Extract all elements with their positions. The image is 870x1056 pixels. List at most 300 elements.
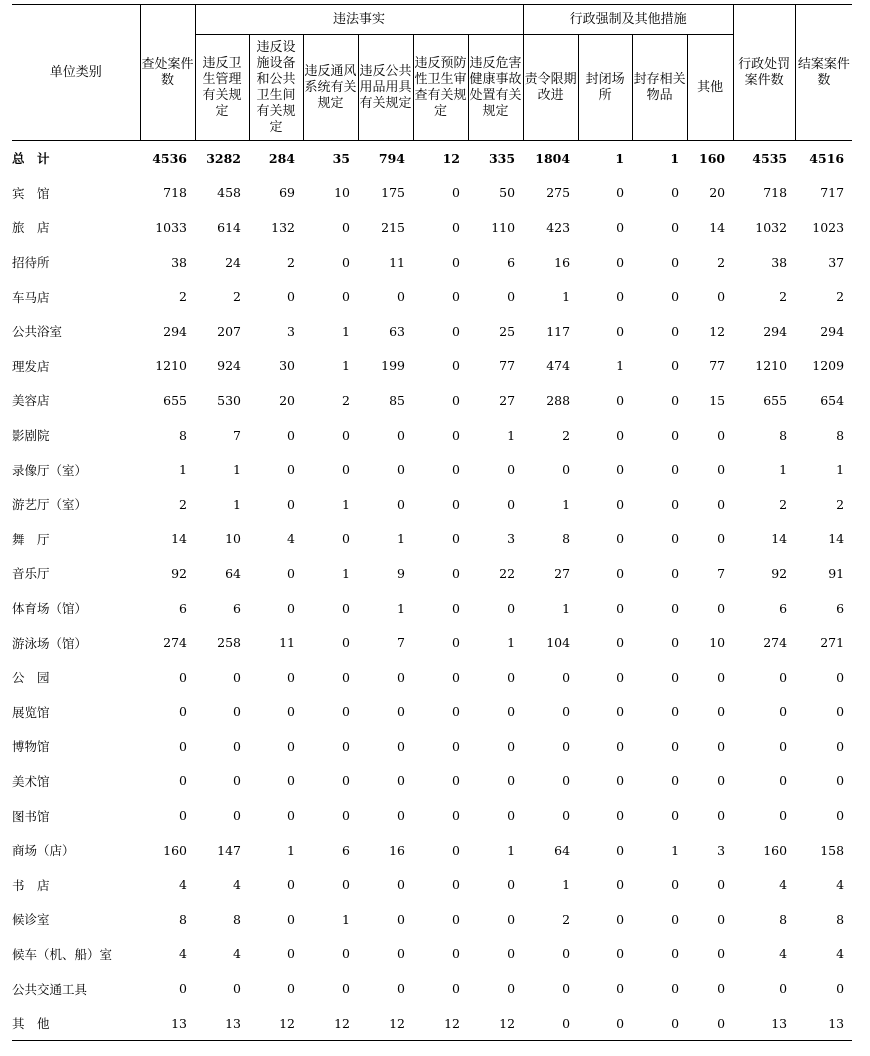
table-cell: 160 xyxy=(699,150,726,166)
table-cell: 91 xyxy=(828,565,845,581)
table-cell: 24 xyxy=(225,254,241,270)
table-cell: 77 xyxy=(709,358,726,374)
row-category: 候车（机、船）室 xyxy=(12,946,113,962)
table-cell: 1 xyxy=(507,427,516,443)
table-cell: 0 xyxy=(671,600,680,616)
table-cell: 0 xyxy=(616,738,625,754)
table-cell: 4 xyxy=(836,877,845,893)
table-cell: 0 xyxy=(397,289,405,305)
table-cell: 0 xyxy=(671,531,680,547)
table-cell: 0 xyxy=(671,911,680,927)
table-cell: 0 xyxy=(397,738,405,754)
row-category: 其 他 xyxy=(12,1006,140,1041)
table-cell: 3 xyxy=(287,323,295,339)
table-cell: 0 xyxy=(179,669,187,685)
table-cell: 27 xyxy=(499,392,516,408)
table-cell: 25 xyxy=(499,323,516,339)
table-cell: 175 xyxy=(381,185,405,201)
table-cell: 0 xyxy=(397,946,405,962)
table-cell: 0 xyxy=(397,981,405,997)
table-cell: 0 xyxy=(179,773,187,789)
table-cell: 0 xyxy=(562,462,571,478)
table-row xyxy=(12,522,852,557)
row-category: 音乐厅 xyxy=(12,566,50,582)
table-cell: 0 xyxy=(452,254,460,270)
table-cell: 0 xyxy=(671,185,680,201)
table-cell: 0 xyxy=(671,289,680,305)
table-cell: 1 xyxy=(342,565,350,581)
table-cell: 0 xyxy=(616,496,625,512)
table-cell: 0 xyxy=(717,773,726,789)
header-m1: 责令限期改进 xyxy=(523,35,578,141)
table-cell: 0 xyxy=(452,392,460,408)
table-cell: 35 xyxy=(332,150,350,166)
table-cell: 2 xyxy=(836,496,845,512)
table-cell: 0 xyxy=(452,358,460,374)
table-cell: 0 xyxy=(717,738,726,754)
row-category: 录像厅（室） xyxy=(12,462,88,478)
table-cell: 0 xyxy=(616,704,625,720)
row-category: 候诊室 xyxy=(12,912,50,928)
table-cell: 0 xyxy=(671,773,680,789)
table-cell: 0 xyxy=(452,462,460,478)
statistics-table xyxy=(12,4,852,1041)
table-cell: 0 xyxy=(507,704,516,720)
table-cell: 0 xyxy=(397,669,405,685)
table-row-total xyxy=(12,141,852,176)
table-cell: 0 xyxy=(233,738,241,754)
table-cell: 3 xyxy=(717,842,726,858)
table-cell: 0 xyxy=(562,704,571,720)
table-cell: 14 xyxy=(771,531,788,547)
row-category: 商场（店） xyxy=(12,843,75,859)
table-cell: 104 xyxy=(546,635,571,651)
table-cell: 10 xyxy=(334,185,350,201)
table-cell: 0 xyxy=(717,946,726,962)
table-cell: 16 xyxy=(389,842,405,858)
table-cell: 2 xyxy=(342,392,350,408)
table-cell: 63 xyxy=(389,323,405,339)
table-cell: 0 xyxy=(616,600,625,616)
table-cell: 6 xyxy=(342,842,350,858)
table-cell: 0 xyxy=(671,808,680,824)
table-cell: 1 xyxy=(615,150,625,166)
row-category: 招待所 xyxy=(12,255,50,271)
table-cell: 4 xyxy=(779,946,788,962)
table-cell: 0 xyxy=(287,289,295,305)
table-cell: 1210 xyxy=(155,358,187,374)
table-cell: 0 xyxy=(287,877,295,893)
table-cell: 284 xyxy=(268,150,295,166)
table-cell: 0 xyxy=(507,289,516,305)
header-v4: 违反公共用品用具有关规定 xyxy=(358,35,413,141)
table-row xyxy=(12,729,852,764)
table-cell: 0 xyxy=(616,773,625,789)
table-cell: 158 xyxy=(820,842,845,858)
table-cell: 0 xyxy=(616,669,625,685)
table-cell: 4516 xyxy=(809,150,845,166)
table-cell: 9 xyxy=(397,565,405,581)
table-cell: 0 xyxy=(836,738,845,754)
table-cell: 271 xyxy=(820,635,845,651)
table-cell: 4 xyxy=(233,877,241,893)
table-cell: 0 xyxy=(562,808,571,824)
table-row xyxy=(12,210,852,245)
table-cell: 655 xyxy=(163,392,187,408)
table-cell: 1 xyxy=(779,462,788,478)
table-cell: 717 xyxy=(820,185,845,201)
table-cell: 110 xyxy=(491,219,516,235)
table-row xyxy=(12,245,852,280)
table-cell: 258 xyxy=(217,635,241,651)
table-cell: 14 xyxy=(828,531,845,547)
table-cell: 10 xyxy=(709,635,726,651)
table-cell: 0 xyxy=(779,981,788,997)
table-row xyxy=(12,556,852,591)
table-cell: 274 xyxy=(163,635,187,651)
table-cell: 0 xyxy=(717,981,726,997)
table-cell: 0 xyxy=(507,877,516,893)
table-cell: 0 xyxy=(616,981,625,997)
table-cell: 2 xyxy=(233,289,241,305)
table-cell: 0 xyxy=(507,981,516,997)
table-cell: 8 xyxy=(836,911,845,927)
table-row xyxy=(12,452,852,487)
table-cell: 0 xyxy=(342,531,350,547)
table-cell: 12 xyxy=(303,1006,358,1041)
header-v5: 违反预防性卫生审查有关规定 xyxy=(413,35,468,141)
row-category: 游艺厅（室） xyxy=(12,497,88,513)
table-cell: 1 xyxy=(562,289,571,305)
table-cell: 1 xyxy=(342,496,350,512)
table-cell: 0 xyxy=(616,946,625,962)
table-cell: 85 xyxy=(389,392,405,408)
table-cell: 1023 xyxy=(812,219,845,235)
table-cell: 0 xyxy=(836,704,845,720)
header-admin-measures: 行政强制及其他措施 xyxy=(523,5,733,35)
table-cell: 0 xyxy=(616,565,625,581)
table-row xyxy=(12,1006,852,1041)
table-cell: 0 xyxy=(452,773,460,789)
statistics-table-container xyxy=(12,4,852,1041)
table-cell: 0 xyxy=(452,808,460,824)
table-cell: 0 xyxy=(671,877,680,893)
table-cell: 1 xyxy=(670,150,680,166)
table-cell: 0 xyxy=(717,808,726,824)
header-category: 单位类别 xyxy=(12,5,140,141)
table-cell: 0 xyxy=(671,565,680,581)
table-cell: 4 xyxy=(287,531,295,547)
table-cell: 0 xyxy=(342,635,350,651)
table-cell: 38 xyxy=(171,254,187,270)
table-cell: 0 xyxy=(779,704,788,720)
table-cell: 7 xyxy=(717,565,726,581)
table-cell: 0 xyxy=(616,877,625,893)
row-category: 公共交通工具 xyxy=(12,981,88,997)
table-cell: 6 xyxy=(179,600,187,616)
table-cell: 0 xyxy=(616,392,625,408)
table-cell: 8 xyxy=(179,427,187,443)
table-cell: 0 xyxy=(179,738,187,754)
row-category: 体育场（馆） xyxy=(12,601,88,617)
table-cell: 4536 xyxy=(152,150,187,166)
table-cell: 0 xyxy=(342,669,350,685)
table-cell: 0 xyxy=(671,358,680,374)
row-category: 美容店 xyxy=(12,393,50,409)
table-cell: 458 xyxy=(217,185,241,201)
table-row xyxy=(12,279,852,314)
table-cell: 8 xyxy=(233,911,241,927)
table-cell: 0 xyxy=(342,808,350,824)
table-cell: 6 xyxy=(779,600,788,616)
table-cell: 1 xyxy=(562,496,571,512)
table-cell: 0 xyxy=(342,219,350,235)
table-cell: 14 xyxy=(171,531,187,547)
table-row xyxy=(12,971,852,1006)
table-cell: 0 xyxy=(671,427,680,443)
table-cell: 50 xyxy=(499,185,516,201)
table-cell: 0 xyxy=(452,185,460,201)
table-cell: 8 xyxy=(779,911,788,927)
table-cell: 64 xyxy=(554,842,571,858)
table-cell: 2 xyxy=(287,254,295,270)
table-cell: 0 xyxy=(562,738,571,754)
table-cell: 13 xyxy=(733,1006,795,1041)
table-cell: 4535 xyxy=(752,150,788,166)
table-cell: 12 xyxy=(413,1006,468,1041)
table-cell: 0 xyxy=(452,496,460,512)
table-cell: 423 xyxy=(546,219,571,235)
table-cell: 64 xyxy=(225,565,241,581)
table-cell: 4 xyxy=(233,946,241,962)
table-cell: 12 xyxy=(709,323,726,339)
table-cell: 0 xyxy=(717,427,726,443)
table-cell: 0 xyxy=(632,1006,687,1041)
table-cell: 654 xyxy=(820,392,845,408)
row-category: 总 计 xyxy=(12,151,50,167)
table-body xyxy=(12,141,852,1041)
table-cell: 12 xyxy=(358,1006,413,1041)
row-category: 车马店 xyxy=(12,289,50,305)
table-cell: 1 xyxy=(562,877,571,893)
table-row xyxy=(12,176,852,211)
table-cell: 0 xyxy=(616,254,625,270)
row-category: 游泳场（馆） xyxy=(12,635,88,651)
table-cell: 215 xyxy=(381,219,405,235)
table-cell: 0 xyxy=(233,981,241,997)
table-cell: 0 xyxy=(287,704,295,720)
table-cell: 0 xyxy=(287,427,295,443)
table-cell: 1210 xyxy=(755,358,788,374)
table-cell: 0 xyxy=(671,635,680,651)
table-cell: 0 xyxy=(671,669,680,685)
table-cell: 3282 xyxy=(206,150,241,166)
table-row xyxy=(12,867,852,902)
table-cell: 13 xyxy=(195,1006,249,1041)
table-cell: 0 xyxy=(233,669,241,685)
table-cell: 4 xyxy=(179,877,187,893)
table-cell: 0 xyxy=(342,704,350,720)
row-category: 美术馆 xyxy=(12,773,50,789)
table-cell: 0 xyxy=(671,704,680,720)
table-cell: 0 xyxy=(717,600,726,616)
table-cell: 2 xyxy=(836,289,845,305)
row-category: 影剧院 xyxy=(12,428,50,444)
table-cell: 294 xyxy=(163,323,187,339)
table-cell: 160 xyxy=(763,842,788,858)
table-header xyxy=(12,5,852,141)
table-cell: 718 xyxy=(763,185,788,201)
table-cell: 0 xyxy=(397,808,405,824)
table-cell: 7 xyxy=(397,635,405,651)
table-cell: 0 xyxy=(287,981,295,997)
table-cell: 12 xyxy=(442,150,460,166)
table-row xyxy=(12,591,852,626)
table-cell: 15 xyxy=(709,392,726,408)
table-cell: 0 xyxy=(452,635,460,651)
row-category: 公 园 xyxy=(12,670,50,686)
header-penalty-cases: 行政处罚案件数 xyxy=(733,5,795,141)
table-cell: 0 xyxy=(287,669,295,685)
row-category: 旅 店 xyxy=(12,220,50,236)
table-cell: 0 xyxy=(507,462,516,478)
table-cell: 0 xyxy=(452,219,460,235)
table-cell: 0 xyxy=(836,773,845,789)
table-cell: 0 xyxy=(687,1006,733,1041)
table-cell: 0 xyxy=(671,462,680,478)
table-cell: 0 xyxy=(397,773,405,789)
table-cell: 0 xyxy=(836,669,845,685)
table-cell: 0 xyxy=(616,219,625,235)
table-cell: 0 xyxy=(507,946,516,962)
table-cell: 0 xyxy=(717,531,726,547)
table-cell: 0 xyxy=(671,981,680,997)
table-cell: 0 xyxy=(233,808,241,824)
table-row xyxy=(12,937,852,972)
table-cell: 0 xyxy=(717,496,726,512)
table-cell: 0 xyxy=(452,565,460,581)
table-cell: 0 xyxy=(507,600,516,616)
table-cell: 13 xyxy=(795,1006,852,1041)
table-cell: 274 xyxy=(763,635,788,651)
table-cell: 0 xyxy=(836,981,845,997)
table-cell: 0 xyxy=(342,427,350,443)
table-row xyxy=(12,660,852,695)
table-cell: 20 xyxy=(279,392,295,408)
table-cell: 294 xyxy=(763,323,788,339)
table-cell: 30 xyxy=(279,358,295,374)
table-cell: 6 xyxy=(507,254,516,270)
table-cell: 0 xyxy=(717,462,726,478)
table-cell: 1 xyxy=(836,462,845,478)
table-cell: 0 xyxy=(616,289,625,305)
table-cell: 655 xyxy=(763,392,788,408)
table-cell: 0 xyxy=(523,1006,578,1041)
table-cell: 1 xyxy=(342,911,350,927)
table-cell: 0 xyxy=(779,738,788,754)
table-cell: 69 xyxy=(279,185,295,201)
table-cell: 14 xyxy=(709,219,726,235)
table-cell: 0 xyxy=(452,531,460,547)
table-cell: 794 xyxy=(378,150,405,166)
row-category: 宾 馆 xyxy=(12,185,50,201)
row-category: 理发店 xyxy=(12,358,50,374)
table-cell: 0 xyxy=(179,981,187,997)
table-cell: 0 xyxy=(836,808,845,824)
table-cell: 0 xyxy=(179,704,187,720)
table-cell: 0 xyxy=(507,669,516,685)
table-cell: 2 xyxy=(179,289,187,305)
table-cell: 0 xyxy=(507,808,516,824)
table-cell: 0 xyxy=(616,323,625,339)
table-cell: 0 xyxy=(671,219,680,235)
table-cell: 0 xyxy=(287,946,295,962)
table-cell: 1209 xyxy=(812,358,845,374)
table-cell: 335 xyxy=(488,150,516,166)
header-v3: 违反通风系统有关规定 xyxy=(303,35,358,141)
table-cell: 0 xyxy=(616,185,625,201)
table-cell: 0 xyxy=(452,289,460,305)
table-cell: 0 xyxy=(452,842,460,858)
table-cell: 1 xyxy=(616,358,625,374)
table-cell: 207 xyxy=(217,323,241,339)
table-cell: 0 xyxy=(507,738,516,754)
table-row xyxy=(12,798,852,833)
table-cell: 1 xyxy=(342,323,350,339)
table-cell: 0 xyxy=(779,669,788,685)
table-cell: 0 xyxy=(179,808,187,824)
table-cell: 2 xyxy=(717,254,726,270)
table-cell: 1 xyxy=(179,462,187,478)
table-cell: 0 xyxy=(717,669,726,685)
table-cell: 0 xyxy=(452,704,460,720)
table-cell: 275 xyxy=(546,185,571,201)
table-cell: 0 xyxy=(671,323,680,339)
table-cell: 117 xyxy=(546,323,571,339)
table-cell: 0 xyxy=(562,773,571,789)
table-cell: 0 xyxy=(342,289,350,305)
table-cell: 530 xyxy=(217,392,241,408)
table-cell: 0 xyxy=(578,1006,632,1041)
table-cell: 1 xyxy=(507,842,516,858)
table-cell: 11 xyxy=(279,635,295,651)
table-cell: 0 xyxy=(287,911,295,927)
table-cell: 0 xyxy=(342,981,350,997)
table-cell: 2 xyxy=(179,496,187,512)
table-cell: 0 xyxy=(616,911,625,927)
table-cell: 0 xyxy=(452,877,460,893)
table-cell: 0 xyxy=(779,808,788,824)
table-cell: 0 xyxy=(562,669,571,685)
table-cell: 7 xyxy=(233,427,241,443)
table-cell: 0 xyxy=(342,877,350,893)
table-row xyxy=(12,349,852,384)
table-cell: 1 xyxy=(671,842,680,858)
table-row xyxy=(12,764,852,799)
table-cell: 0 xyxy=(616,427,625,443)
table-cell: 0 xyxy=(671,496,680,512)
table-cell: 0 xyxy=(616,462,625,478)
table-cell: 92 xyxy=(771,565,788,581)
table-cell: 0 xyxy=(616,531,625,547)
table-row xyxy=(12,833,852,868)
table-cell: 8 xyxy=(836,427,845,443)
table-cell: 4 xyxy=(836,946,845,962)
table-cell: 0 xyxy=(397,496,405,512)
table-cell: 0 xyxy=(287,565,295,581)
table-cell: 0 xyxy=(397,462,405,478)
header-m2: 封闭场所 xyxy=(578,35,632,141)
